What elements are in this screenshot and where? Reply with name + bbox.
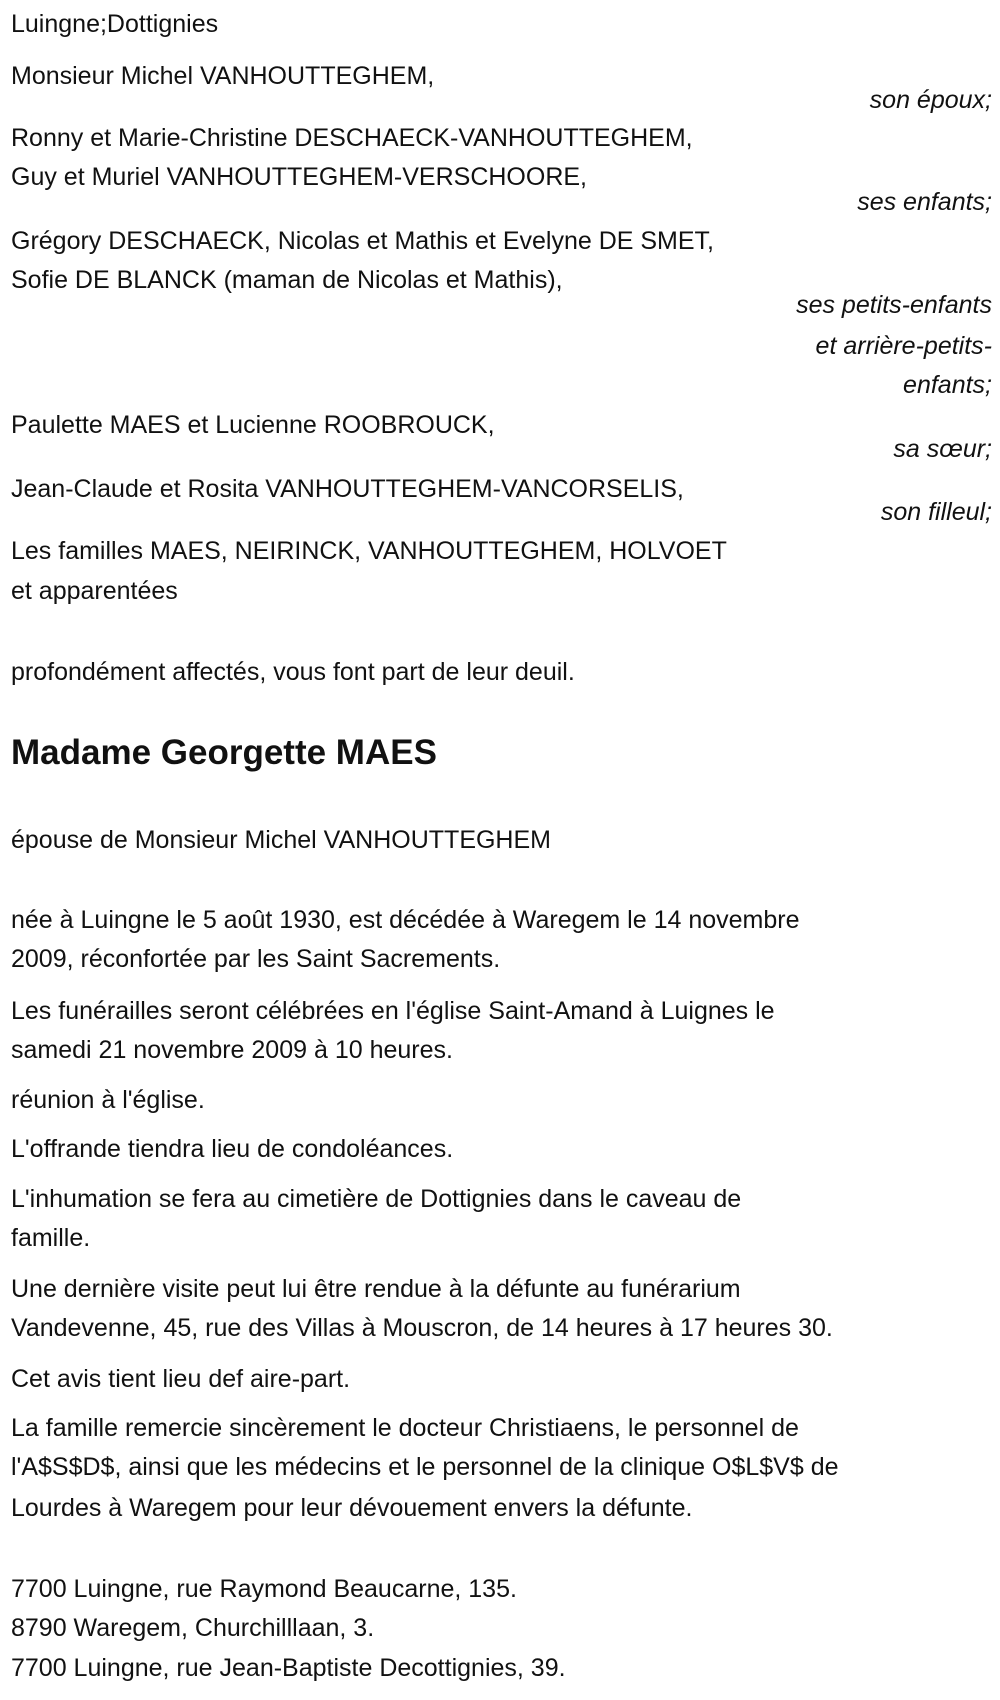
paragraph-line: Vandevenne, 45, rue des Villas à Mouscron, de 14 heures à 17 heures 30. (11, 1314, 833, 1342)
relation-label: enfants; (903, 371, 992, 399)
family-member: Grégory DESCHAECK, Nicolas et Mathis et Evelyne DE SMET, (11, 227, 715, 255)
spouse-line: épouse de Monsieur Michel VANHOUTTEGHEM (11, 826, 551, 854)
address: 7700 Luingne, rue Raymond Beaucarne, 135. (11, 1575, 517, 1603)
paragraph-line: famille. (11, 1224, 91, 1252)
paragraph-line: Cet avis tient lieu def aire-part. (11, 1365, 351, 1393)
family-member: Ronny et Marie-Christine DESCHAECK-VANHOUTTEGHEM, (11, 124, 693, 152)
paragraph-line: La famille remercie sincèrement le docteur Christiaens, le personnel de (11, 1414, 799, 1442)
relation-label: et arrière-petits- (815, 332, 992, 360)
family-member: Les familles MAES, NEIRINCK, VANHOUTTEGHEM, HOLVOET (11, 537, 727, 565)
paragraph-line: l'A$S$D$, ainsi que les médecins et le personnel de la clinique O$L$V$ de (11, 1453, 839, 1481)
paragraph-line: née à Luingne le 5 août 1930, est décédée à Waregem le 14 novembre (11, 906, 800, 934)
family-member: Paulette MAES et Lucienne ROOBROUCK, (11, 411, 495, 439)
family-member: et apparentées (11, 577, 178, 605)
family-member: Guy et Muriel VANHOUTTEGHEM-VERSCHOORE, (11, 163, 588, 191)
paragraph-line: 2009, réconfortée par les Saint Sacrements. (11, 945, 501, 973)
relation-label: ses petits-enfants (796, 291, 992, 319)
family-member: Monsieur Michel VANHOUTTEGHEM, (11, 62, 435, 90)
paragraph-line: Une dernière visite peut lui être rendue à la défunte au funérarium (11, 1275, 741, 1303)
paragraph-line: Les funérailles seront célébrées en l'église Saint-Amand à Luignes le (11, 997, 775, 1025)
paragraph-line: samedi 21 novembre 2009 à 10 heures. (11, 1036, 453, 1064)
announcement: profondément affectés, vous font part de leur deuil. (11, 658, 575, 686)
relation-label: ses enfants; (857, 188, 992, 216)
address: 8790 Waregem, Churchilllaan, 3. (11, 1614, 375, 1642)
deceased-name: Madame Georgette MAES (11, 733, 437, 772)
family-member: Jean-Claude et Rosita VANHOUTTEGHEM-VANCORSELIS, (11, 475, 684, 503)
location: Luingne;Dottignies (11, 10, 219, 38)
paragraph-line: réunion à l'église. (11, 1086, 205, 1114)
paragraph-line: L'offrande tiendra lieu de condoléances. (11, 1135, 454, 1163)
address: 7700 Luingne, rue Jean-Baptiste Decottignies, 39. (11, 1654, 566, 1682)
family-member: Sofie DE BLANCK (maman de Nicolas et Mathis), (11, 266, 563, 294)
paragraph-line: L'inhumation se fera au cimetière de Dottignies dans le caveau de (11, 1185, 742, 1213)
paragraph-line: Lourdes à Waregem pour leur dévouement envers la défunte. (11, 1494, 693, 1522)
relation-label: son époux; (869, 86, 992, 114)
relation-label: sa sœur; (893, 435, 992, 463)
relation-label: son filleul; (880, 498, 992, 526)
